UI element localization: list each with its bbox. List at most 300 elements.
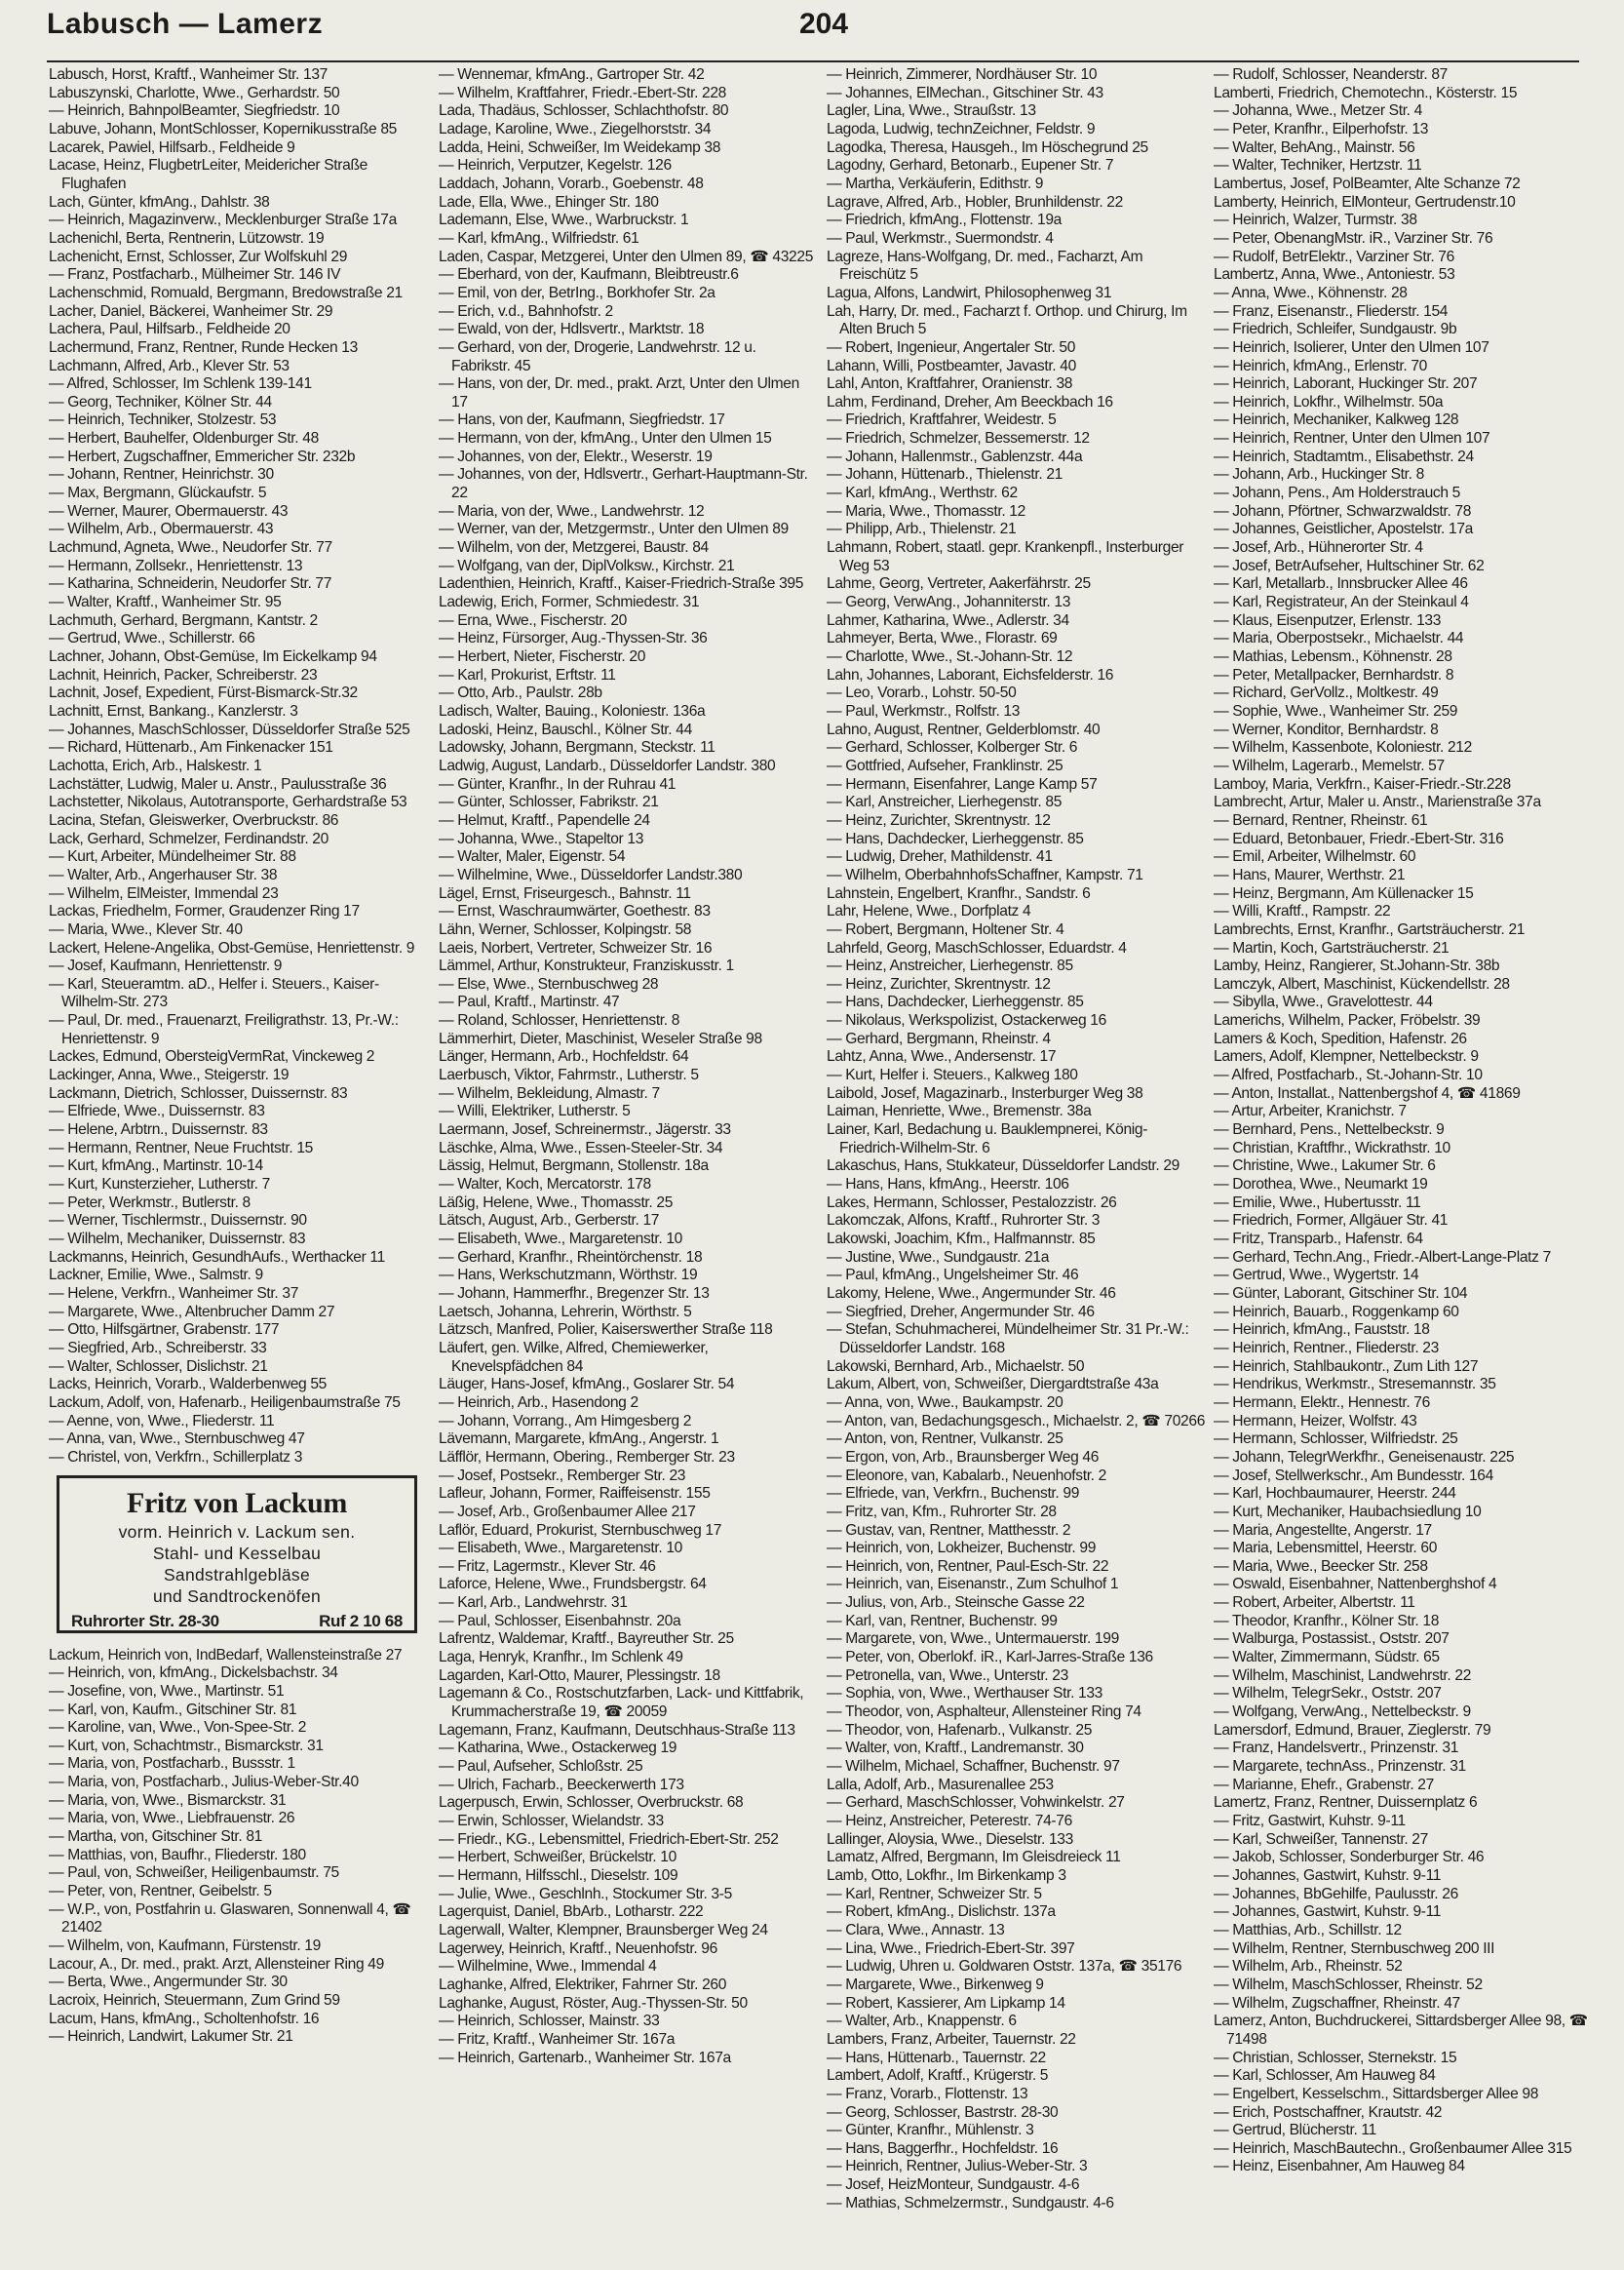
directory-entry: — Anna, von, Wwe., Baukampstr. 20 (827, 1393, 1063, 1411)
directory-entry: — Erna, Wwe., Fischerstr. 20 (439, 611, 627, 629)
directory-entry: — Maria, von, Postfacharb., Julius-Weber-Str.40 (49, 1774, 359, 1791)
directory-entry: — Martha, Verkäuferin, Edithstr. 9 (827, 175, 1044, 192)
directory-entry: Lachner, Johann, Obst-Gemüse, Im Eickelkamp 94 (49, 648, 377, 665)
directory-entry: Lachnitt, Ernst, Bankang., Kanzlerstr. 3 (49, 702, 298, 720)
directory-entry: Lachmund, Agneta, Wwe., Neudorfer Str. 77 (49, 539, 332, 557)
directory-entry: — Walter, Zimmermann, Südstr. 65 (1214, 1649, 1440, 1666)
column-2 (439, 66, 817, 2067)
directory-entry: Lachmuth, Gerhard, Bergmann, Kantstr. 2 (49, 611, 318, 629)
directory-entry: Ladisch, Walter, Bauing., Koloniestr. 136a (439, 702, 706, 720)
directory-entry: — Karl, Hochbaumaurer, Heerstr. 244 (1214, 1485, 1456, 1503)
directory-entry: Lämmel, Arthur, Konstrukteur, Franziskusstr. 1 (439, 958, 734, 975)
directory-entry: — Heinrich, Isolierer, Unter den Ulmen 107 (1214, 338, 1489, 356)
directory-entry: — Elisabeth, Wwe., Margaretenstr. 10 (439, 1231, 683, 1247)
directory-entry: — Wilhelm, Michael, Schaffner, Buchenstr. 97 (827, 1758, 1120, 1776)
directory-entry: Lagodka, Theresa, Hausgeh., Im Höschegrund 25 (827, 138, 1148, 156)
directory-entry: — Johann, Hallenmstr., Gablenzstr. 44a (827, 448, 1083, 465)
directory-entry: Lahl, Anton, Kraftfahrer, Oranienstr. 38 (827, 375, 1073, 393)
directory-entry: — Julius, von, Arb., Steinsche Gasse 22 (827, 1594, 1085, 1612)
directory-entry: — Eberhard, von der, Kaufmann, Bleibtreustr.6 (439, 266, 739, 284)
directory-entry: — Friedrich, kfmAng., Flottenstr. 19a (827, 212, 1062, 229)
directory-entry: — Heinrich, Rentner., Fliederstr. 23 (1214, 1339, 1439, 1356)
directory-entry: — Katharina, Schneiderin, Neudorfer Str. 77 (49, 575, 332, 593)
directory-entry: — Friedrich, Former, Allgäuer Str. 41 (1214, 1212, 1449, 1230)
directory-entry: Lahrfeld, Georg, MaschSchlosser, Eduardstr. 4 (827, 939, 1127, 957)
directory-entry: — Gertrud, Wwe., Wygertstr. 14 (1214, 1267, 1419, 1284)
directory-entry: — Willi, Elektriker, Lutherstr. 5 (439, 1103, 631, 1120)
directory-entry: Lagerpusch, Erwin, Schlosser, Overbruckstr. 68 (439, 1794, 744, 1812)
directory-entry: Lahmeyer, Berta, Wwe., Florastr. 69 (827, 630, 1058, 647)
directory-entry: Lada, Thadäus, Schlosser, Schlachthofstr. 80 (439, 102, 729, 120)
directory-entry: — Hermann, Eisenfahrer, Lange Kamp 57 (827, 775, 1098, 793)
ad-line: Stahl- und Kesselbau (152, 1543, 322, 1563)
directory-entry: — Ulrich, Facharb., Beeckerwerth 173 (439, 1776, 684, 1793)
directory-entry: — Peter, von, Rentner, Geibelstr. 5 (49, 1883, 272, 1900)
directory-entry: — Paul, Dr. med., Frauenarzt, Freiligrathstr. 13, Pr.-W.: Henriettenstr. 9 (49, 1012, 399, 1047)
directory-entry: Laibold, Josef, Magazinarb., Insterburger Weg 38 (827, 1084, 1143, 1102)
directory-entry: — Peter, ObenangMstr. iR., Varziner Str. 76 (1214, 229, 1493, 247)
directory-entry: — Erwin, Schlosser, Wielandstr. 33 (439, 1813, 664, 1829)
directory-entry: — Johannes, ElMechan., Gitschiner Str. 43 (827, 84, 1103, 101)
ad-line: vorm. Heinrich v. Lackum sen. (118, 1521, 356, 1542)
directory-entry: — Kurt, Mechaniker, Haubachsiedlung 10 (1214, 1503, 1482, 1520)
directory-entry: — Johanna, Wwe., Metzer Str. 4 (1214, 102, 1422, 120)
directory-entry: Lacour, A., Dr. med., prakt. Arzt, Allensteiner Ring 49 (49, 1955, 384, 1973)
directory-entry: Lackas, Friedhelm, Former, Graudenzer Ring 17 (49, 903, 360, 920)
directory-entry: Lakowski, Bernhard, Arb., Michaelstr. 50 (827, 1357, 1085, 1375)
directory-entry: Lachenschmid, Romuald, Bergmann, Bredowstraße 21 (49, 284, 403, 301)
directory-entry: — Maria, von, Wwe., Liebfrauenstr. 26 (49, 1810, 295, 1827)
directory-entry: — Josef, HeizMonteur, Sundgaustr. 4-6 (827, 2176, 1080, 2194)
directory-entry: Lagerwey, Heinrich, Kraftf., Neuenhofstr. 96 (439, 1939, 717, 1957)
directory-entry: Lacks, Heinrich, Vorarb., Walderbenweg 55 (49, 1376, 327, 1393)
directory-entry: — Fritz, Transparb., Hafenstr. 64 (1214, 1231, 1423, 1247)
directory-entry: Lamersdorf, Edmund, Brauer, Zieglerstr. 79 (1214, 1721, 1491, 1739)
directory-entry: Läufert, gen. Wilke, Alfred, Chemiewerker, Knevelspfädchen 84 (439, 1339, 709, 1375)
directory-entry: — Walter, Schlosser, Dislichstr. 21 (49, 1357, 268, 1375)
directory-entry: — Heinrich, MaschBautechn., Großenbaumer Allee 315 (1214, 2139, 1572, 2157)
directory-entry: — Maria, Wwe., Beecker Str. 258 (1214, 1557, 1428, 1575)
directory-entry: — Heinrich, Laborant, Huckinger Str. 207 (1214, 375, 1478, 393)
directory-entry: — Margarete, Wwe., Birkenweg 9 (827, 1976, 1044, 1993)
directory-entry: — Petronella, van, Wwe., Unterstr. 23 (827, 1666, 1068, 1684)
directory-entry: — Anton, Installat., Nattenbergshof 4, ☎ 41869 (1214, 1084, 1521, 1102)
directory-entry: Ladoski, Heinz, Bauschl., Kölner Str. 44 (439, 721, 692, 738)
directory-entry: — Friedrich, Schleifer, Sundgaustr. 9b (1214, 321, 1457, 338)
directory-entry: Lagemann & Co., Rostschutzfarben, Lack- und Kittfabrik, Krummacherstraße 19, ☎ 20059 (439, 1685, 804, 1721)
directory-entry: — Heinrich, Rentner, Unter den Ulmen 107 (1214, 430, 1490, 448)
directory-entry: — Alfred, Schlosser, Im Schlenk 139-141 (49, 375, 312, 393)
directory-entry: — Anna, Wwe., Köhnenstr. 28 (1214, 284, 1408, 301)
directory-entry: — Josef, BetrAufseher, Hultschiner Str. 62 (1214, 557, 1485, 574)
directory-entry: — Franz, Handelsvertr., Prinzenstr. 31 (1214, 1740, 1459, 1757)
directory-entry: — Walter, Kraftf., Wanheimer Str. 95 (49, 594, 282, 611)
directory-entry: Lackes, Edmund, ObersteigVermRat, Vinckeweg 2 (49, 1048, 375, 1066)
directory-entry: — Heinrich, Stadtamtm., Elisabethstr. 24 (1214, 448, 1474, 465)
directory-entry: Lahno, August, Rentner, Gelderblomstr. 40 (827, 721, 1101, 738)
directory-entry: — Siegfried, Arb., Schreiberstr. 33 (49, 1339, 267, 1356)
directory-entry: — Margarete, von, Wwe., Untermauerstr. 199 (827, 1630, 1119, 1648)
directory-entry: — Gerhard, Techn.Ang., Friedr.-Albert-Lange-Platz 7 (1214, 1248, 1551, 1266)
directory-entry: — Kurt, Kunsterzieher, Lutherstr. 7 (49, 1176, 270, 1194)
directory-entry: — Engelbert, Kesselschm., Sittardsberger Allee 98 (1214, 2085, 1539, 2102)
directory-entry: — Karl, Schlosser, Am Hauweg 84 (1214, 2067, 1436, 2085)
directory-entry: Läßig, Helene, Wwe., Thomasstr. 25 (439, 1194, 674, 1211)
directory-entry: — Emil, von der, BetrIng., Borkhofer Str. 2a (439, 284, 715, 301)
directory-entry: — Wilhelm, Zugschaffner, Rheinstr. 47 (1214, 1994, 1460, 2012)
directory-entry: — Gertrud, Blücherstr. 11 (1214, 2122, 1376, 2139)
directory-entry: Lachmann, Alfred, Arb., Klever Str. 53 (49, 357, 290, 374)
directory-entry: Lagerquist, Daniel, BbArb., Lotharstr. 222 (439, 1903, 704, 1921)
directory-entry: Lakowski, Joachim, Kfm., Halfmannstr. 85 (827, 1231, 1096, 1247)
directory-entry: — Klaus, Eisenputzer, Erlenstr. 133 (1214, 611, 1442, 629)
directory-entry: — Karl, Schweißer, Tannenstr. 27 (1214, 1830, 1428, 1848)
directory-entry: — Hans, Dachdecker, Lierheggenstr. 85 (827, 830, 1084, 847)
directory-entry: — Günter, Schlosser, Fabrikstr. 21 (439, 794, 659, 811)
directory-entry: Läschke, Alma, Wwe., Essen-Steeler-Str. 34 (439, 1139, 723, 1156)
directory-entry: — Friedrich, Kraftfahrer, Weidestr. 5 (827, 411, 1057, 429)
directory-entry: — Karl, von, Kaufm., Gitschiner Str. 81 (49, 1701, 297, 1718)
directory-entry: — Hans, Dachdecker, Lierheggenstr. 85 (827, 994, 1084, 1011)
directory-entry: — Sophie, Wwe., Wanheimer Str. 259 (1214, 702, 1458, 720)
directory-entry: — Wilhelm, OberbahnhofsSchaffner, Kampstr. 71 (827, 866, 1143, 883)
directory-entry: Lachotta, Erich, Arb., Halskestr. 1 (49, 757, 262, 774)
directory-entry: Lahn, Johannes, Laborant, Eichsfelderstr. 16 (827, 666, 1114, 684)
directory-entry: Ladenthien, Heinrich, Kraftf., Kaiser-Friedrich-Straße 395 (439, 575, 804, 593)
directory-entry: — Paul, kfmAng., Ungelsheimer Str. 46 (827, 1267, 1079, 1284)
directory-entry: — Katharina, Wwe., Ostackerweg 19 (439, 1740, 677, 1757)
directory-entry: Lagarden, Karl-Otto, Maurer, Plessingstr. 18 (439, 1666, 720, 1684)
directory-entry: — Erich, v.d., Bahnhofstr. 2 (439, 302, 613, 320)
directory-entry: — Erich, Postschaffner, Krautstr. 42 (1214, 2103, 1443, 2121)
directory-entry: — Ernst, Waschraumwärter, Goethestr. 83 (439, 903, 711, 920)
directory-entry: — Georg, VerwAng., Johanniterstr. 13 (827, 594, 1071, 611)
directory-entry: — Hans, Hüttenarb., Tauernstr. 22 (827, 2049, 1046, 2066)
directory-entry: Ladage, Karoline, Wwe., Ziegelhorststr. 34 (439, 120, 712, 137)
directory-entry: — Johanna, Wwe., Stapeltor 13 (439, 830, 644, 847)
column-4 (1214, 66, 1592, 2176)
directory-entry: Labusch, Horst, Kraftf., Wanheimer Str. 137 (49, 66, 328, 83)
directory-entry: — Gerhard, Bergmann, Rheinstr. 4 (827, 1030, 1051, 1047)
header-title: Labusch — Lamerz (47, 8, 324, 40)
directory-entry: — Walter, Koch, Mercatorstr. 178 (439, 1176, 651, 1194)
directory-entry: — Hermann, Zollsekr., Henriettenstr. 13 (49, 557, 303, 574)
directory-entry: — Johann, Pförtner, Schwarzwaldstr. 78 (1214, 502, 1472, 520)
directory-entry: — Walter, Techniker, Hertzstr. 11 (1214, 157, 1422, 175)
directory-entry: Lack, Gerhard, Schmelzer, Ferdinandstr. 20 (49, 830, 329, 847)
directory-entry: — Oswald, Eisenbahner, Nattenberghshof 4 (1214, 1576, 1497, 1593)
directory-entry: Lambrecht, Artur, Maler u. Anstr., Marienstraße 37a (1214, 794, 1541, 811)
directory-entry: — Rudolf, Schlosser, Neanderstr. 87 (1214, 66, 1448, 83)
directory-entry: — Matthias, Arb., Schillstr. 12 (1214, 1921, 1402, 1938)
directory-entry: — Robert, Bergmann, Holtener Str. 4 (827, 920, 1064, 938)
directory-entry: Lackmann, Dietrich, Schlosser, Duissernstr. 83 (49, 1084, 348, 1102)
directory-entry: Ladowsky, Johann, Bergmann, Steckstr. 11 (439, 739, 715, 757)
directory-entry: — Hermann, von der, kfmAng., Unter den Ulmen 15 (439, 430, 772, 448)
directory-entry: — Fritz, Kraftf., Wanheimer Str. 167a (439, 2030, 676, 2048)
directory-entry: — Peter, Kranfhr., Eilperhofstr. 13 (1214, 120, 1429, 137)
directory-entry: — Peter, Metallpacker, Bernhardstr. 8 (1214, 666, 1454, 684)
directory-entry: — Wennemar, kfmAng., Gartroper Str. 42 (439, 66, 705, 83)
directory-entry: — Karoline, van, Wwe., Von-Spee-Str. 2 (49, 1719, 307, 1737)
directory-entry: — Wilhelm, TelegrSekr., Oststr. 207 (1214, 1685, 1442, 1702)
directory-entry: — Paul, Schlosser, Eisenbahnstr. 20a (439, 1612, 681, 1629)
directory-entry: Lackum, Heinrich von, IndBedarf, Wallensteinstraße 27 (49, 1646, 403, 1663)
directory-entry: Lamberty, Heinrich, ElMonteur, Gertrudenstr.10 (1214, 193, 1516, 211)
directory-entry: — Josef, Postsekr., Remberger Str. 23 (439, 1467, 686, 1484)
directory-entry: Lafleur, Johann, Former, Raiffeisenstr. 155 (439, 1485, 711, 1503)
directory-entry: — Gerhard, Kranfhr., Rheintörchenstr. 18 (439, 1248, 703, 1266)
directory-entry: — Karl, Arb., Landwehrstr. 31 (439, 1594, 628, 1612)
directory-entry: Lagodny, Gerhard, Betonarb., Eupener Str. 7 (827, 157, 1114, 175)
directory-entry: Lamertz, Franz, Rentner, Duissernplatz 6 (1214, 1794, 1478, 1812)
directory-entry: — Gerhard, von der, Drogerie, Landwehrstr. 12 u. Fabrikstr. 45 (439, 338, 756, 374)
directory-entry: Lahmann, Robert, staatl. gepr. Krankenpfl., Insterburger Weg 53 (827, 539, 1184, 574)
directory-entry: Lahann, Willi, Postbeamter, Javastr. 40 (827, 357, 1076, 374)
directory-entry: — Ludwig, Dreher, Mathildenstr. 41 (827, 848, 1053, 866)
directory-entry: — Mathias, Schmelzermstr., Sundgaustr. 4-6 (827, 2194, 1114, 2211)
ad-footer (59, 1613, 414, 1631)
directory-entry: — Bernard, Rentner, Rheinstr. 61 (1214, 811, 1428, 829)
directory-entry: — Heinrich, Rentner, Julius-Weber-Str. 3 (827, 2158, 1088, 2175)
directory-entry: Laflör, Eduard, Prokurist, Sternbuschweg 17 (439, 1521, 722, 1539)
directory-entry: — Nikolaus, Werkspolizist, Ostackerweg 16 (827, 1012, 1106, 1030)
directory-entry: — Robert, Arbeiter, Albertstr. 11 (1214, 1594, 1415, 1612)
directory-entry: — Rudolf, BetrElektr., Varziner Str. 76 (1214, 248, 1454, 265)
directory-entry: — Wilhelmine, Wwe., Immendal 4 (439, 1958, 657, 1976)
directory-entry: — Martha, von, Gitschiner Str. 81 (49, 1828, 262, 1846)
directory-entry: — Wilhelm, Arb., Rheinstr. 52 (1214, 1958, 1403, 1976)
directory-entry: — Johann, Rentner, Heinrichstr. 30 (49, 466, 274, 484)
directory-entry: — Wilhelmine, Wwe., Düsseldorfer Landstr.380 (439, 866, 743, 883)
directory-entry: — Stefan, Schuhmacherei, Mündelheimer Str. 31 Pr.-W.: Düsseldorfer Landstr. 168 (827, 1321, 1189, 1356)
directory-entry: — Herbert, Nieter, Fischerstr. 20 (439, 648, 646, 665)
directory-entry: — Werner, Maurer, Obermauerstr. 43 (49, 502, 289, 520)
directory-entry: Laermann, Josef, Schreinermstr., Jägerstr. 33 (439, 1121, 731, 1139)
directory-entry: — Heinrich, von, Lokheizer, Buchenstr. 99 (827, 1540, 1097, 1557)
directory-entry: Laden, Caspar, Metzgerei, Unter den Ulmen 89, ☎ 43225 (439, 248, 814, 265)
directory-entry: — Herbert, Bauhelfer, Oldenburger Str. 48 (49, 430, 319, 448)
directory-entry: — Heinrich, Bauarb., Roggenkamp 60 (1214, 1303, 1459, 1320)
directory-entry: — Maria, Wwe., Thomasstr. 12 (827, 502, 1025, 520)
directory-entry: — Heinrich, von, kfmAng., Dickelsbachstr. 34 (49, 1664, 338, 1682)
directory-entry: Lamboy, Maria, Verkfrn., Kaiser-Friedr.-Str.228 (1214, 775, 1511, 793)
directory-entry: — Heinz, Fürsorger, Aug.-Thyssen-Str. 36 (439, 630, 708, 647)
directory-entry: — Heinrich, van, Eisenanstr., Zum Schulhof 1 (827, 1576, 1119, 1593)
directory-entry: Labuszynski, Charlotte, Wwe., Gerhardstr. 50 (49, 84, 340, 101)
directory-entry: — Johann, Vorrang., Am Himgesberg 2 (439, 1412, 692, 1429)
directory-entry: — Theodor, von, Asphalteur, Allensteiner Ring 74 (827, 1703, 1141, 1721)
directory-entry: Lacroix, Heinrich, Steuermann, Zum Grind 59 (49, 1992, 340, 2009)
directory-entry: — Walburga, Postassist., Oststr. 207 (1214, 1630, 1450, 1648)
directory-entry: Lachera, Paul, Hilfsarb., Feldheide 20 (49, 321, 290, 338)
directory-entry: — Herbert, Schweißer, Brückelstr. 10 (439, 1849, 677, 1866)
directory-entry: Lacase, Heinz, FlugbetrLeiter, Meidericher Straße Flughafen (49, 157, 367, 192)
directory-entry: Lässig, Helmut, Bergmann, Stollenstr. 18a (439, 1157, 709, 1175)
directory-entry: — Ludwig, Uhren u. Goldwaren Oststr. 137a, ☎ 35176 (827, 1958, 1182, 1976)
directory-entry: — Werner, van der, Metzgermstr., Unter den Ulmen 89 (439, 521, 789, 538)
directory-entry: Lähn, Werner, Schlosser, Kolpingstr. 58 (439, 920, 692, 938)
directory-entry: Lachermund, Franz, Rentner, Runde Hecken 13 (49, 338, 358, 356)
directory-entry: Lambers, Franz, Arbeiter, Tauernstr. 22 (827, 2030, 1076, 2048)
directory-entry: Läfflör, Hermann, Obering., Remberger Str. 23 (439, 1448, 735, 1466)
directory-entry: — Peter, Werkmstr., Butlerstr. 8 (49, 1194, 251, 1211)
directory-entry: — Georg, Techniker, Kölner Str. 44 (49, 393, 272, 411)
directory-entry: — Ergon, von, Arb., Braunsberger Weg 46 (827, 1448, 1100, 1466)
directory-entry: — Anton, van, Bedachungsgesch., Michaelstr. 2, ☎ 70266 (827, 1412, 1205, 1429)
directory-entry: Laga, Henryk, Kranfhr., Im Schlenk 49 (439, 1649, 683, 1666)
directory-entry: — Else, Wwe., Sternbuschweg 28 (439, 975, 659, 993)
directory-entry: Lackum, Adolf, von, Hafenarb., Heiligenbaumstraße 75 (49, 1393, 401, 1411)
directory-entry: — Siegfried, Dreher, Angermunder Str. 46 (827, 1303, 1095, 1320)
directory-entry: — Heinz, Anstreicher, Peterestr. 74-76 (827, 1813, 1072, 1829)
directory-entry: — Gerhard, Schlosser, Kolberger Str. 6 (827, 739, 1078, 757)
directory-entry: Lach, Günter, kfmAng., Dahlstr. 38 (49, 193, 270, 211)
directory-entry: Lägel, Ernst, Friseurgesch., Bahnstr. 11 (439, 884, 691, 902)
directory-entry: Laghanke, Alfred, Elektriker, Fahrner Str. 260 (439, 1976, 727, 1993)
directory-entry: Lakes, Hermann, Schlosser, Pestalozzistr. 26 (827, 1194, 1117, 1211)
directory-entry: Lademann, Else, Wwe., Warbruckstr. 1 (439, 212, 689, 229)
directory-entry: — Johannes, MaschSchlosser, Düsseldorfer Straße 525 (49, 721, 410, 738)
directory-entry: — Clara, Wwe., Annastr. 13 (827, 1921, 1005, 1938)
directory-entry: — Christian, Schlosser, Sternekstr. 15 (1214, 2049, 1457, 2066)
directory-entry: — Gottfried, Aufseher, Franklinstr. 25 (827, 757, 1063, 774)
directory-entry: — Heinrich, Magazinverw., Mecklenburger Straße 17a (49, 212, 397, 229)
directory-entry: Lachenichl, Berta, Rentnerin, Lützowstr. 19 (49, 229, 325, 247)
directory-entry: Lackinger, Anna, Wwe., Steigerstr. 19 (49, 1067, 290, 1084)
directory-entry: — Heinrich, Lokfhr., Wilhelmstr. 50a (1214, 393, 1444, 411)
directory-entry: — Berta, Wwe., Angermunder Str. 30 (49, 1974, 288, 1991)
directory-entry: — Johann, Arb., Huckinger Str. 8 (1214, 466, 1424, 484)
directory-entry: — Roland, Schlosser, Henriettenstr. 8 (439, 1012, 680, 1030)
directory-entry: — Marianne, Ehefr., Grabenstr. 27 (1214, 1776, 1434, 1793)
directory-entry: Lagemann, Franz, Kaufmann, Deutschhaus-Straße 113 (439, 1721, 795, 1739)
directory-entry: Lakomczak, Alfons, Kraftf., Ruhrorter Str. 3 (827, 1212, 1101, 1230)
directory-entry: — Leo, Vorarb., Lohstr. 50-50 (827, 685, 1017, 702)
directory-entry: Lacum, Hans, kfmAng., Scholtenhofstr. 16 (49, 2010, 320, 2027)
directory-entry: — Fritz, Lagermstr., Klever Str. 46 (439, 1557, 656, 1575)
directory-entry: — Helmut, Kraftf., Papendelle 24 (439, 811, 650, 829)
directory-entry: — Heinz, Bergmann, Am Küllenacker 15 (1214, 884, 1474, 902)
directory-entry: — Elfriede, Wwe., Duissernstr. 83 (49, 1103, 265, 1120)
directory-entry: — Bernhard, Pens., Nettelbeckstr. 9 (1214, 1121, 1445, 1139)
directory-entry: — Johannes, Geistlicher, Apostelstr. 17a (1214, 521, 1473, 538)
directory-entry: — Karl, kfmAng., Werthstr. 62 (827, 485, 1018, 502)
directory-entry: — Johann, Hammerfhr., Bregenzer Str. 13 (439, 1284, 710, 1302)
directory-entry: — Johannes, BbGehilfe, Paulusstr. 26 (1214, 1885, 1458, 1902)
directory-entry: — Kurt, von, Schachtmstr., Bismarckstr. 31 (49, 1737, 324, 1754)
directory-entry: — Hermann, Hilfsschl., Dieselstr. 109 (439, 1866, 678, 1884)
directory-entry: — Otto, Arb., Paulstr. 28b (439, 685, 602, 702)
directory-entry: — Franz, Vorarb., Flottenstr. 13 (827, 2085, 1028, 2102)
directory-entry: — Hans, von der, Kaufmann, Siegfriedstr. 17 (439, 411, 725, 429)
advertisement-box (57, 1475, 417, 1633)
directory-entry: — Wilhelm, Maschinist, Landwehrstr. 22 (1214, 1666, 1472, 1684)
directory-entry: — Hans, Werkschutzmann, Wörthstr. 19 (439, 1267, 698, 1284)
directory-entry: — Jakob, Schlosser, Sonderburger Str. 46 (1214, 1849, 1485, 1866)
directory-entry: — Heinrich, Gartenarb., Wanheimer Str. 167a (439, 2049, 731, 2066)
directory-entry: — Margarete, Wwe., Altenbrucher Damm 27 (49, 1303, 335, 1320)
directory-entry: — Hans, Maurer, Werthstr. 21 (1214, 866, 1406, 883)
directory-entry: — Josef, Arb., Hühnerorter Str. 4 (1214, 539, 1423, 557)
directory-entry: — Heinrich, Verputzer, Kegelstr. 126 (439, 157, 672, 175)
directory-entry: — Friedr., KG., Lebensmittel, Friedrich-Ebert-Str. 252 (439, 1830, 779, 1848)
ad-company-name: Fritz von Lackum (126, 1486, 348, 1519)
directory-entry: — Theodor, von, Hafenarb., Vulkanstr. 25 (827, 1721, 1093, 1739)
directory-entry: — Alfred, Postfacharb., St.-Johann-Str. 10 (1214, 1067, 1483, 1084)
directory-entry: Lafrentz, Waldemar, Kraftf., Bayreuther Str. 25 (439, 1630, 734, 1648)
directory-entry: Lainer, Karl, Bedachung u. Bauklempnerei, König-Friedrich-Wilhelm-Str. 6 (827, 1121, 1148, 1156)
directory-entry: Lamczyk, Albert, Maschinist, Kückendellstr. 28 (1214, 975, 1510, 993)
directory-entry: — Hans, von der, Dr. med., prakt. Arzt, Unter den Ulmen 17 (439, 375, 799, 411)
directory-entry: — Wilhelm, MaschSchlosser, Rheinstr. 52 (1214, 1976, 1483, 1993)
directory-entry: — Heinrich, Landwirt, Lakumer Str. 21 (49, 2028, 293, 2046)
directory-entry: — Johann, Hüttenarb., Thielenstr. 21 (827, 466, 1063, 484)
page-number: 204 (799, 8, 849, 40)
directory-entry: — Josef, Stellwerkschr., Am Bundesstr. 164 (1214, 1467, 1493, 1484)
directory-entry: Lagerwall, Walter, Klempner, Braunsberger Weg 24 (439, 1921, 768, 1938)
directory-entry: Läuger, Hans-Josef, kfmAng., Goslarer Str. 54 (439, 1376, 735, 1393)
directory-entry: — Richard, Hüttenarb., Am Finkenacker 151 (49, 739, 333, 757)
directory-entry: — Martin, Koch, Gartsträucherstr. 21 (1214, 939, 1450, 957)
directory-entry: Lambert, Adolf, Kraftf., Krügerstr. 5 (827, 2067, 1049, 2085)
directory-entry: — Fritz, Gastwirt, Kuhstr. 9-11 (1214, 1813, 1406, 1829)
directory-entry: — Walter, BehAng., Mainstr. 56 (1214, 138, 1415, 156)
directory-entry: — Paul, Aufseher, Schloßstr. 25 (439, 1758, 643, 1776)
directory-entry: Lätzsch, Manfred, Polier, Kaiserswerther Straße 118 (439, 1321, 773, 1339)
directory-entry: — Paul, von, Schweißer, Heiligenbaumstr. 75 (49, 1864, 339, 1882)
directory-entry: — Heinrich, Stahlbaukontr., Zum Lith 127 (1214, 1357, 1479, 1375)
directory-entry: Lätsch, August, Arb., Gerberstr. 17 (439, 1212, 660, 1230)
directory-entry: — Hermann, Schlosser, Wilfriedstr. 25 (1214, 1430, 1458, 1448)
directory-entry: — Wolfgang, van der, DiplVolksw., Kirchstr. 21 (439, 557, 735, 574)
directory-entry: — Paul, Werkmstr., Suermondstr. 4 (827, 229, 1054, 247)
directory-entry: — Peter, von, Oberlokf. iR., Karl-Jarres-Straße 136 (827, 1649, 1153, 1666)
directory-entry: — Anna, van, Wwe., Sternbuschweg 47 (49, 1430, 305, 1448)
directory-entry: Lamers & Koch, Spedition, Hafenstr. 26 (1214, 1030, 1467, 1047)
directory-entry: — Heinrich, kfmAng., Erlenstr. 70 (1214, 357, 1427, 374)
directory-entry: — Johann, TelegrWerkfhr., Geneisenaustr. 225 (1214, 1448, 1515, 1466)
directory-entry: Lallinger, Aloysia, Wwe., Dieselstr. 133 (827, 1830, 1073, 1848)
directory-entry: — Paul, Kraftf., Martinstr. 47 (439, 994, 620, 1011)
directory-entry: — Johannes, Gastwirt, Kuhstr. 9-11 (1214, 1866, 1442, 1884)
directory-entry: — Friedrich, Schmelzer, Bessemerstr. 12 (827, 430, 1090, 448)
directory-entry: Lambrechts, Ernst, Kranfhr., Gartsträucherstr. 21 (1214, 920, 1526, 938)
directory-entry: Ladda, Heini, Schweißer, Im Weidekamp 38 (439, 138, 721, 156)
directory-entry: — Heinrich, Walzer, Turmstr. 38 (1214, 212, 1417, 229)
directory-entry: — Hans, Hans, kfmAng., Heerstr. 106 (827, 1176, 1069, 1194)
directory-entry: Lakaschus, Hans, Stukkateur, Düsseldorfer Landstr. 29 (827, 1157, 1179, 1175)
directory-entry: Lamers, Adolf, Klempner, Nettelbeckstr. 9 (1214, 1048, 1479, 1066)
directory-entry: — Emil, Arbeiter, Wilhelmstr. 60 (1214, 848, 1416, 866)
directory-entry: — Karl, Anstreicher, Lierhegenstr. 85 (827, 794, 1063, 811)
directory-entry: — Justine, Wwe., Sundgaustr. 21a (827, 1248, 1050, 1266)
directory-entry: — W.P., von, Postfahrin u. Glaswaren, Sonnenwall 4, ☎ 21402 (49, 1900, 411, 1937)
directory-entry: Lambertus, Josef, PolBeamter, Alte Schanze 72 (1214, 175, 1521, 192)
directory-entry: — Karl, Steueramtm. aD., Helfer i. Steuers., Kaiser-Wilhelm-Str. 273 (49, 975, 379, 1011)
directory-entry: Labuve, Johann, MontSchlosser, Kopernikusstraße 85 (49, 120, 397, 137)
directory-entry: — Karl, Prokurist, Erftstr. 11 (439, 666, 616, 684)
directory-entry: — Karl, kfmAng., Wilfriedstr. 61 (439, 229, 639, 247)
directory-entry: — Josefine, von, Wwe., Martinstr. 51 (49, 1682, 285, 1700)
directory-entry: — Aenne, von, Wwe., Fliederstr. 11 (49, 1412, 275, 1429)
directory-entry: Lackert, Helene-Angelika, Obst-Gemüse, Henriettenstr. 9 (49, 939, 415, 957)
directory-entry: Lackner, Emilie, Wwe., Salmstr. 9 (49, 1267, 263, 1284)
directory-entry: Lagreze, Hans-Wolfgang, Dr. med., Facharzt, Am Freischütz 5 (827, 248, 1143, 284)
directory-entry: — Heinz, Eisenbahner, Am Hauweg 84 (1214, 2158, 1465, 2175)
directory-entry: — Dorothea, Wwe., Neumarkt 19 (1214, 1176, 1428, 1194)
directory-entry: — Werner, Tischlermstr., Duissernstr. 90 (49, 1212, 307, 1230)
